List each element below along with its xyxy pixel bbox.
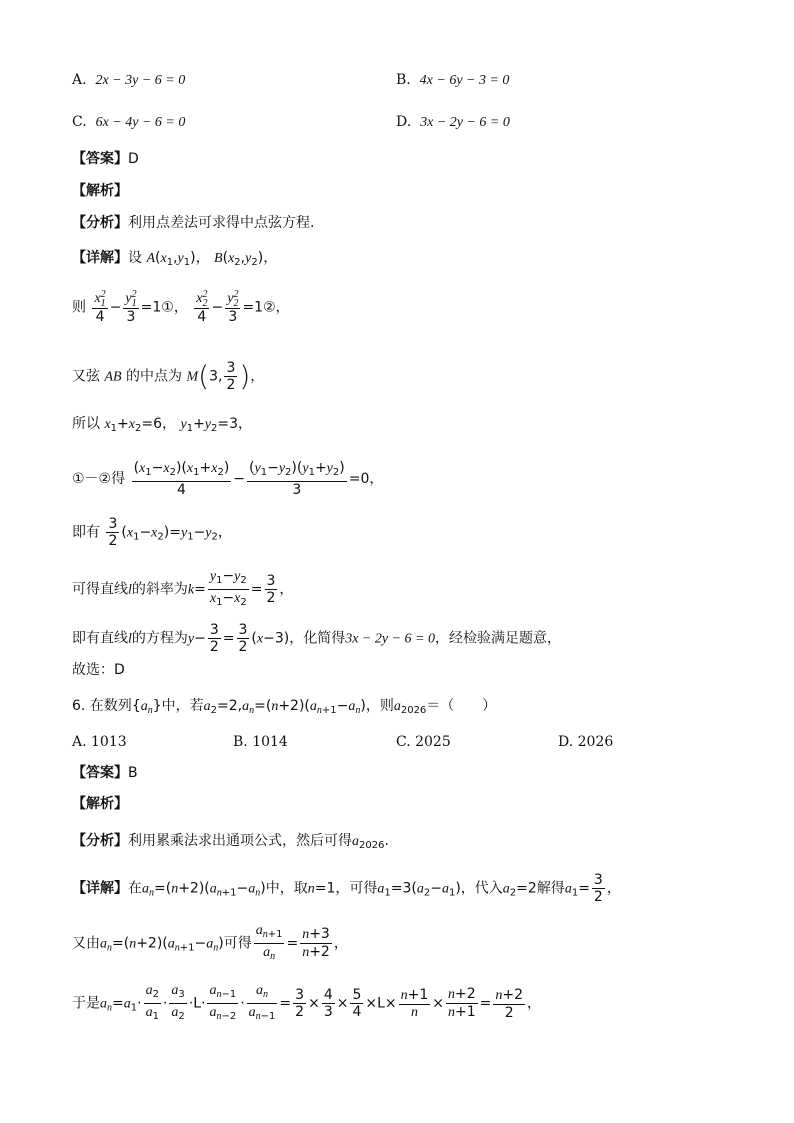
text: ，则 xyxy=(365,698,394,714)
text: 又弦 xyxy=(72,368,100,385)
text: 中，若 xyxy=(161,698,204,714)
option-text: D. 2026 xyxy=(558,734,614,750)
text: 于是 xyxy=(72,995,100,1012)
option-text: 3x − 2y − 6 = 0 xyxy=(420,115,510,130)
q5-detail-line-5: ①－②得 $\frac{(x_1-x_2)(x_1+x_2)}{4}$ − $\frac{(y_1-y_2)(y_1+y_2)}{3}$ =0， xyxy=(72,460,384,498)
answer-tag: 【答案】 xyxy=(72,151,128,167)
text: 所以 xyxy=(72,416,100,432)
q5-option-c xyxy=(72,112,185,133)
q5-answer xyxy=(72,149,139,169)
answer-value: D xyxy=(128,151,139,167)
q6-stem: 6. 在数列$\{a_n\}$中，若$a_2=2,a_n=(n+2)(a_{n+1}-a_n)$，则$a_{2026}=$（ ） xyxy=(72,698,497,716)
text: 则 xyxy=(72,299,86,316)
q5-option-b xyxy=(396,70,509,91)
q5-detail-line-3: 又弦 AB 的中点为 M(3, $\frac{3}{2}$ )， xyxy=(72,359,265,393)
text: 故选：D xyxy=(72,662,125,678)
question-number: 6. xyxy=(72,698,86,714)
text: 的中点为 xyxy=(126,368,183,385)
q6-detail-line-3: 于是$a_n=a_1\cdot$ $\frac{a_2}{a_1}$ · $\frac{a_3}{a_2}$ ·L· $\frac{a_{n-1}}{a_{n-2}}$ · $\frac{a_n}{a_{n-1}}$ = $\frac{3}{2}$ × $\frac{4}{3}$ × $\frac{5}{4}$ ×L× $\frac{n+1}{n}$ × $\frac{n+2}{n+1}$ = $\frac{n+2}{2}$ ， xyxy=(72,983,542,1022)
option-text: A. 1013 xyxy=(72,734,127,750)
q6-detail-line-2: 又由$a_n=(n+2)(a_{n+1}-a_n)$可得 $\frac{a_{n+1}}{a_n}$ = $\frac{n+3}{n+2}$ ， xyxy=(72,923,348,962)
fenxi-tag: 【分析】 xyxy=(72,215,128,231)
q6-option-c xyxy=(396,732,451,752)
q6-analysis-tag xyxy=(72,794,128,814)
q6-option-b xyxy=(233,732,288,752)
q5-detail-line-1: 【详解】设 $A(x_1,y_1)$， $B(x_2,y_2)$， xyxy=(72,250,278,268)
option-label: B. xyxy=(396,72,411,88)
q5-detail-line-8: 即有直线l的方程为y− $\frac{3}{2}$ = $\frac{3}{2}$ (x−3)，化简得3x − 2y − 6 = 0，经检验满足题意， xyxy=(72,622,561,655)
text: 解得 xyxy=(536,880,565,897)
text: 在 xyxy=(128,880,142,897)
text: 可得 xyxy=(223,935,252,952)
q5-option-a xyxy=(72,70,185,91)
detail-tag: 【详解】 xyxy=(72,880,128,897)
fenxi-tag: 【分析】 xyxy=(72,833,128,849)
q5-detail-line-2: 则 x 2 1 4 − y 2 1 3 =1①， x 2 2 4 − y 2 2 3 =1②， xyxy=(72,289,290,325)
q6-option-d xyxy=(558,732,613,752)
fenxi-text: 利用累乘法求出通项公式，然后可得 xyxy=(128,833,352,849)
text: ，化简得 xyxy=(289,630,346,647)
text: ，经检验满足题意， xyxy=(435,630,561,647)
text: ＝（ ） xyxy=(426,698,497,714)
option-text: 6x − 4y − 6 = 0 xyxy=(95,115,186,130)
text: ，可得 xyxy=(335,880,378,897)
text: 中，取 xyxy=(265,880,308,897)
text: 即有 xyxy=(72,524,100,541)
option-label: A. xyxy=(72,72,87,88)
analysis-tag: 【解析】 xyxy=(72,183,128,199)
option-text: 2x − 3y − 6 = 0 xyxy=(95,73,186,88)
option-text: 4x − 6y − 3 = 0 xyxy=(419,73,510,88)
text: ①－②得 xyxy=(72,471,126,487)
text: ，代入 xyxy=(460,880,503,897)
q6-answer xyxy=(72,763,138,783)
q5-conclusion xyxy=(72,660,125,680)
option-label: D. xyxy=(396,114,412,130)
q5-analysis-tag xyxy=(72,181,128,201)
option-text: C. 2025 xyxy=(396,734,451,750)
text: 可得直线 xyxy=(72,581,128,598)
q6-detail-line-1: 【详解】在$a_n=(n+2)(a_{n+1}-a_n)$中，取n=1，可得$a_1=3(a_2-a_1)$，代入$a_2=2$解得$a_1=$ $\frac{3}{2}$ ， xyxy=(72,872,621,905)
text: 设 xyxy=(128,250,142,266)
text: 又由 xyxy=(72,935,100,952)
q6-fenxi: 【分析】利用累乘法求出通项公式，然后可得$a_{2026}$. xyxy=(72,833,389,851)
q6-option-a xyxy=(72,732,127,752)
option-label: C. xyxy=(72,114,87,130)
answer-tag: 【答案】 xyxy=(72,765,128,781)
option-text: B. 1014 xyxy=(233,734,288,750)
q5-option-d xyxy=(396,112,510,133)
q5-detail-line-7: 可得直线l的斜率为k= $\frac{y_1-y_2}{x_1-x_2}$ = $\frac{3}{2}$ ， xyxy=(72,568,294,608)
text: 在数列 xyxy=(89,698,132,714)
q5-fenxi xyxy=(72,213,314,233)
text: 即有直线 xyxy=(72,630,128,647)
q5-detail-line-6: 即有 $\frac{3}{2}$ $(x_1-x_2)=y_1-y_2$， xyxy=(72,516,232,549)
analysis-tag: 【解析】 xyxy=(72,796,128,812)
answer-value: B xyxy=(128,765,138,781)
detail-tag: 【详解】 xyxy=(72,250,128,266)
text: 的方程为 xyxy=(131,630,188,647)
fenxi-text: 利用点差法可求得中点弦方程. xyxy=(128,215,315,231)
text: 的斜率为 xyxy=(131,581,188,598)
q5-detail-line-4: 所以 $x_1+x_2=6$， $y_1+y_2=3$， xyxy=(72,416,253,434)
